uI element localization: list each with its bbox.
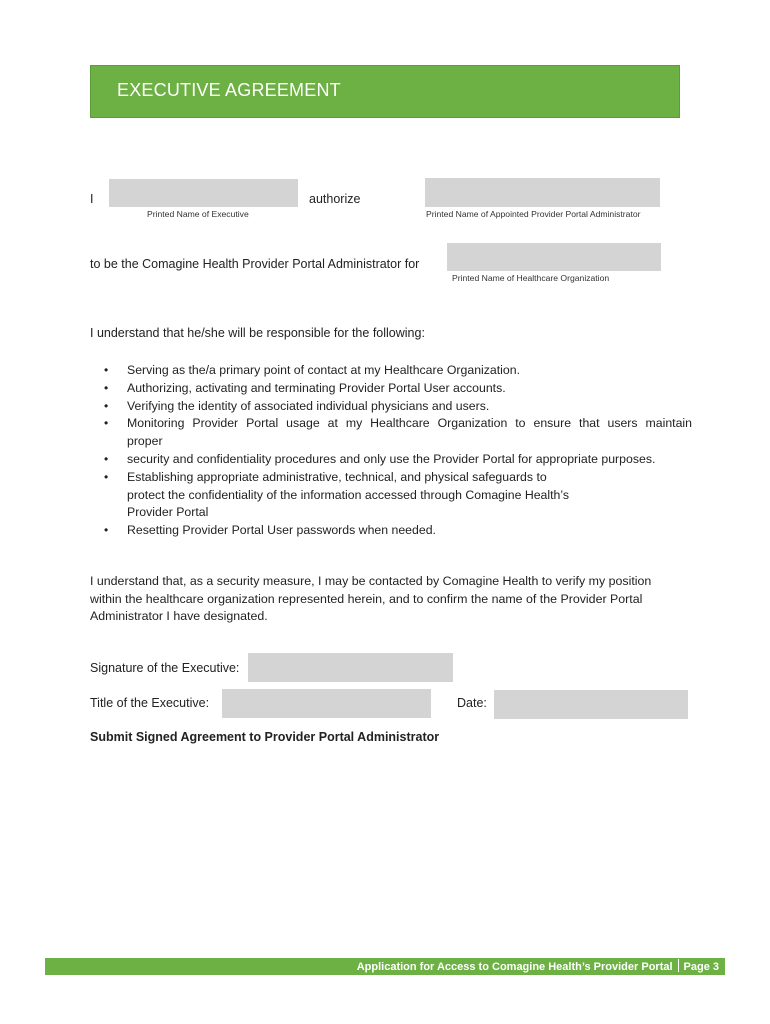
submit-instruction: Submit Signed Agreement to Provider Portal Administrator: [90, 730, 440, 744]
pronoun-i: I: [90, 192, 94, 206]
admin-name-field[interactable]: [425, 178, 660, 207]
bullet: •: [104, 469, 109, 484]
list-item-text: Verifying the identity of associated individual physicians and users.: [127, 398, 490, 413]
list-item-text: security and confidentiality procedures and only use the Provider Portal for appropriate purposes.: [127, 451, 656, 466]
list-item: [104, 469, 692, 522]
responsibilities-intro: I understand that he/she will be responsible for the following:: [90, 326, 425, 340]
list-item: [104, 415, 692, 451]
list-item: [104, 380, 692, 398]
list-item: [104, 451, 692, 469]
bullet: •: [104, 380, 109, 395]
footer-doc-title: Application for Access to Comagine Health’s Provider Portal: [356, 961, 673, 973]
page-title: EXECUTIVE AGREEMENT: [117, 80, 341, 100]
signature-field[interactable]: [248, 653, 453, 682]
organization-name-caption: Printed Name of Healthcare Organization: [452, 273, 610, 283]
bullet: •: [104, 398, 109, 413]
statement-line: within the healthcare organization represented herein, and to confirm the name of the Provider Portal: [90, 591, 643, 606]
page-footer: [45, 958, 725, 975]
title-field[interactable]: [222, 689, 431, 718]
statement-line: I understand that, as a security measure, I may be contacted by Comagine Health to verify my position: [90, 574, 652, 588]
list-item-text: Resetting Provider Portal User passwords when needed.: [127, 523, 436, 538]
signature-label: Signature of the Executive:: [90, 661, 240, 675]
authorize-text: authorize: [309, 192, 361, 206]
security-statement: [90, 573, 690, 626]
list-item: [104, 398, 692, 416]
footer-page-number: Page 3: [683, 961, 719, 973]
list-item: [104, 362, 692, 380]
footer-separator: [678, 959, 679, 972]
executive-name-caption: Printed Name of Executive: [147, 209, 249, 219]
organization-name-field[interactable]: [447, 243, 661, 271]
admin-name-caption: Printed Name of Appointed Provider Portal Administrator: [426, 209, 641, 219]
bullet: •: [104, 451, 109, 466]
bullet: •: [104, 416, 109, 431]
footer-text: [357, 959, 719, 973]
title-label: Title of the Executive:: [90, 696, 210, 710]
responsibilities-list: [104, 362, 692, 540]
list-item-continuation: protect the confidentiality of the information accessed through Comagine Health’s: [127, 487, 570, 502]
date-label: Date:: [457, 696, 487, 710]
list-item-text: Monitoring Provider Portal usage at my Healthcare Organization to ensure that users maintain: [127, 416, 692, 431]
list-item-text: Authorizing, activating and terminating Provider Portal User accounts.: [127, 380, 506, 395]
bullet: •: [104, 363, 109, 377]
list-item-continuation: Provider Portal: [127, 505, 209, 520]
list-item-text: Serving as the/a primary point of contact at my Healthcare Organization.: [127, 363, 521, 377]
list-item: [104, 522, 692, 540]
role-text: to be the Comagine Health Provider Portal Administrator for: [90, 257, 420, 271]
statement-line: Administrator I have designated.: [90, 609, 268, 624]
bullet: •: [104, 523, 109, 538]
list-item-text: Establishing appropriate administrative, technical, and physical safeguards to: [127, 469, 547, 484]
title-banner: [90, 65, 680, 118]
date-field[interactable]: [494, 690, 688, 719]
executive-name-field[interactable]: [109, 179, 298, 207]
list-item-continuation: proper: [127, 434, 163, 449]
